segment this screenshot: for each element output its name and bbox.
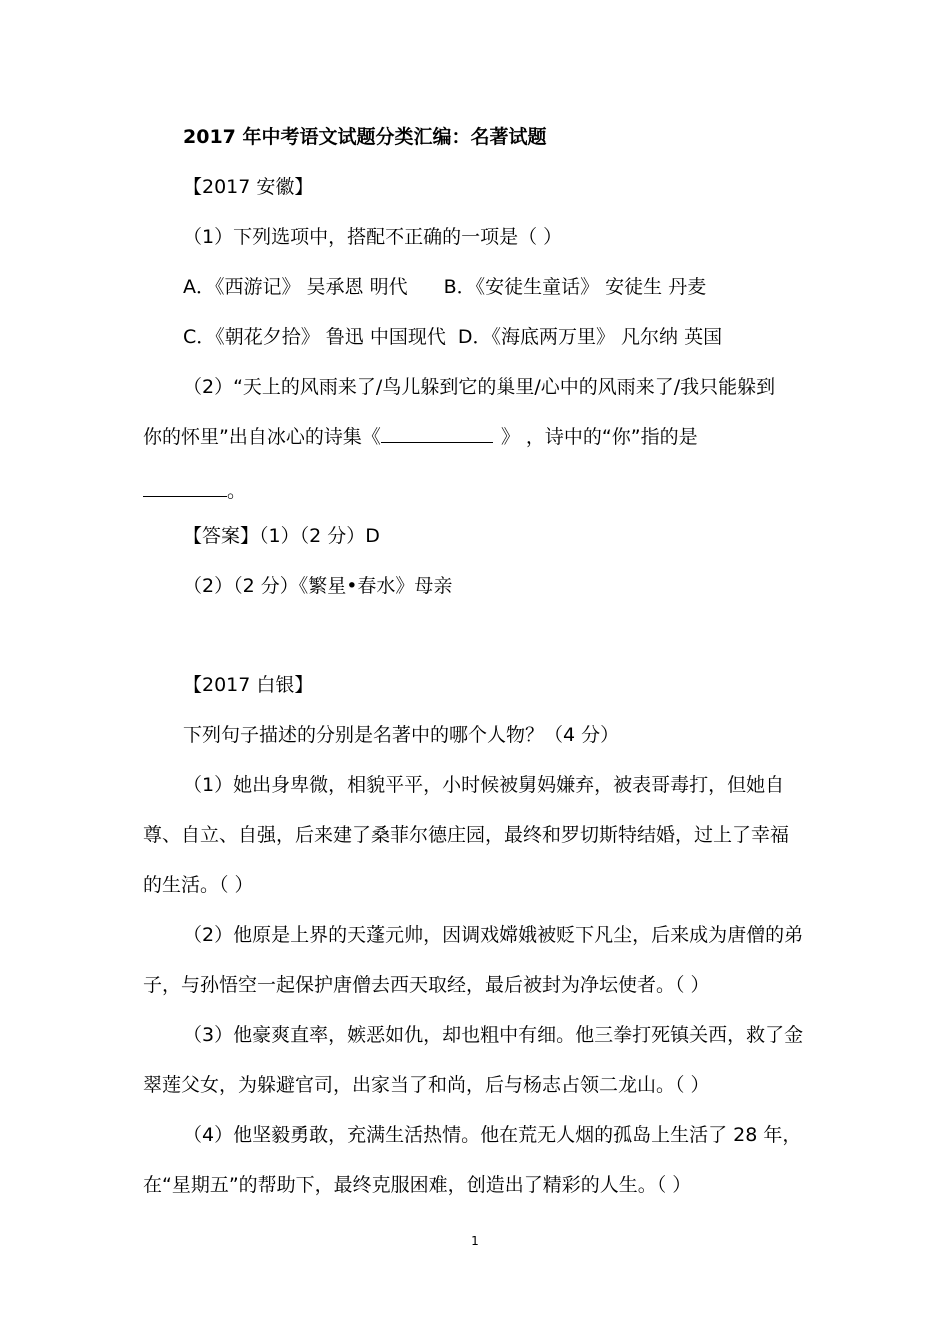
answer-line-2: （2）（2 分）《繁星•春水》母亲 [183, 575, 453, 597]
paragraph-1-line-1: （1）她出身卑微，相貌平平，小时候被舅妈嫌弃，被表哥毒打，但她自 [183, 774, 785, 796]
answer-blank-poetry [381, 424, 493, 443]
paragraph-1-line-2: 尊、自立、自强，后来建了桑菲尔德庄园，最终和罗切斯特结婚，过上了幸福 [143, 824, 790, 846]
option-a: A．《西游记》 吴承恩 明代 [183, 276, 408, 298]
option-d: D．《海底两万里》 凡尔纳 英国 [457, 326, 723, 348]
section-heading-baiyin: 【2017 白银】 [183, 674, 314, 696]
paragraph-4-line-2: 在“星期五”的帮助下，最终克服困难，创造出了精彩的人生。（ ） [143, 1174, 692, 1196]
question-2-line-1: （2）“天上的风雨来了/鸟儿躲到它的巢里/心中的风雨来了/我只能躲到 [183, 376, 776, 398]
answer-blank-you [143, 478, 227, 497]
answer-line-1: 【答案】（1）（2 分）D [183, 525, 380, 547]
question-2-line-2 [143, 424, 698, 450]
option-b: B．《安徒生童话》 安徒生 丹麦 [443, 276, 707, 298]
paragraph-3-line-1: （3）他豪爽直率，嫉恶如仇，却也粗中有细。他三拳打死镇关西，救了金 [183, 1024, 804, 1046]
options-row-ab [183, 274, 706, 300]
paragraph-1-line-3: 的生活。（ ） [143, 874, 254, 896]
section-heading-anhui: 【2017 安徽】 [183, 176, 314, 198]
paragraph-3-line-2: 翠莲父女，为躲避官司，出家当了和尚，后与杨志占领二龙山。（ ） [143, 1074, 710, 1096]
options-row-cd [183, 324, 722, 350]
page-number: 1 [471, 1234, 479, 1248]
question-2-text-b: 》 ，诗中的“你”指的是 [500, 426, 698, 448]
section-intro: 下列句子描述的分别是名著中的哪个人物？（4 分） [183, 724, 620, 746]
question-2-text-a: 你的怀里”出自冰心的诗集《 [143, 426, 381, 448]
option-c: C．《朝花夕拾》 鲁迅 中国现代 [183, 326, 446, 348]
question-1: （1）下列选项中，搭配不正确的一项是（ ） [183, 226, 563, 248]
paragraph-2-line-1: （2）他原是上界的天蓬元帅，因调戏嫦娥被贬下凡尘，后来成为唐僧的弟 [183, 924, 804, 946]
document-title: 2017 年中考语文试题分类汇编：名著试题 [183, 126, 547, 148]
question-2-line-3 [143, 478, 246, 504]
paragraph-2-line-2: 子，与孙悟空一起保护唐僧去西天取经，最后被封为净坛使者。（ ） [143, 974, 710, 996]
paragraph-4-line-1: （4）他坚毅勇敢，充满生活热情。他在荒无人烟的孤岛上生活了 28 年， [183, 1124, 802, 1146]
question-2-period: 。 [227, 480, 247, 502]
